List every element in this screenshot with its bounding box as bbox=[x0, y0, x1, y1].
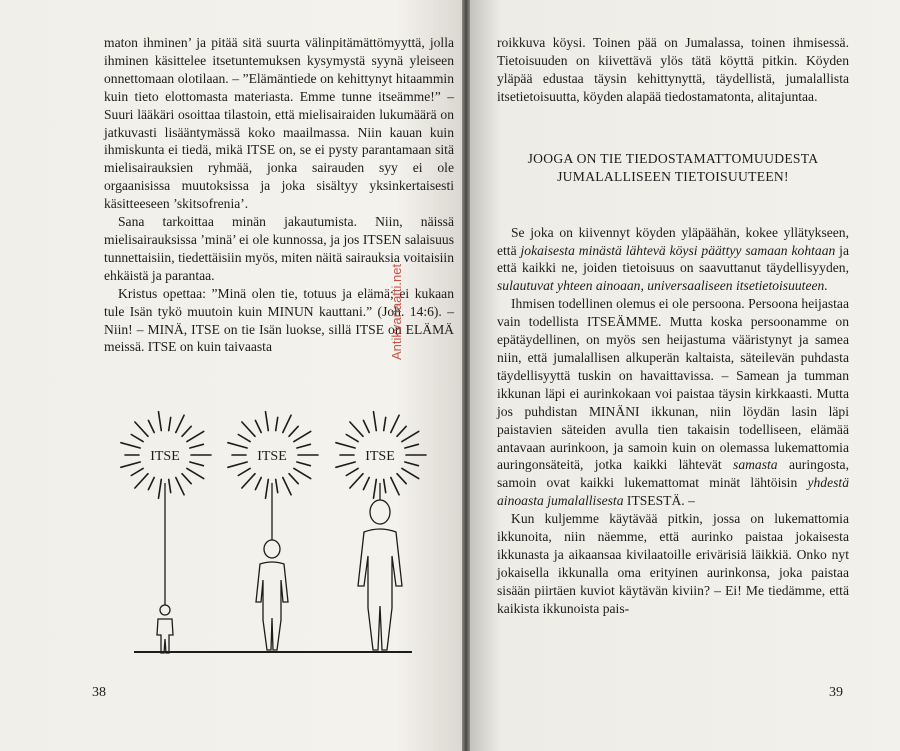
sun-ray bbox=[402, 431, 419, 441]
sun-ray bbox=[176, 478, 184, 495]
figure-label-1: ITSE bbox=[150, 449, 180, 464]
sun-ray bbox=[159, 479, 162, 498]
small-human-figure bbox=[157, 605, 173, 653]
figure-label-3: ITSE bbox=[365, 449, 395, 464]
sun-ray bbox=[294, 468, 311, 478]
sun-ray bbox=[397, 474, 406, 484]
p2-italic-2: sulautuvat yhteen ainoaan, universaaliseen itsetietoisuuteen. bbox=[497, 278, 828, 294]
sun-ray bbox=[350, 422, 363, 436]
right-paragraph-3 bbox=[497, 295, 849, 510]
sun-ray bbox=[135, 474, 148, 488]
sun-ray bbox=[397, 426, 406, 436]
right-paragraph-2 bbox=[497, 224, 849, 296]
left-paragraph-2: Sana tarkoittaa minän jakautumista. Niin, näissä mielisairauksissa ’minä’ ei ole kunnossa, ja jos ITSEN salaisuus tunnettaisiin, tiedettäisiin myös, miten näitä sairauksia voitaisiin ehkäistä ja parantaa. bbox=[104, 214, 454, 283]
page-number-left: 38 bbox=[92, 685, 106, 700]
p2-text-b: ja että kaikki ne, joiden tietoisuus on saavuttanut täydellisyyden, bbox=[497, 242, 849, 276]
sun-ray bbox=[294, 431, 311, 441]
book-spine bbox=[462, 0, 470, 751]
sun-ray bbox=[391, 478, 399, 495]
section-heading-line-2: JUMALALLISEEN TIETOISUUTEEN! bbox=[557, 168, 789, 184]
right-paragraph-4: Kun kuljemme käytävää pitkin, jossa on lukemattomia ikkunoita, niin näemme, että aurinko paistaa jokaisesta ikkunasta ja aikaansaa kivilaatoille erivärisiä läikkiä. Onko nyt jokaisella ikkunalla oma erityinen aurinkonsa, joka paistaa sisään piirtäen kuviot käytävän kiviin? – Ei! Me tiedämme, että kaikista ikkunoista pais- bbox=[497, 511, 849, 616]
sun-ray bbox=[187, 468, 204, 478]
sun-ray bbox=[182, 474, 191, 484]
sun-ray bbox=[228, 443, 247, 448]
sun-ray bbox=[228, 462, 247, 467]
sun-ray bbox=[297, 444, 311, 448]
sun-ray bbox=[148, 420, 154, 432]
sun-ray bbox=[346, 468, 358, 475]
sun-ray bbox=[363, 478, 369, 490]
p3-text-a: Ihmisen todellinen olemus ei ole persoona. Persoona heijastaa vain todellista ITSEÄMME. Mutta koska persoonamme on epätäydellinen, on myös sen heijastuma vääristynyt ja samea niin, että jumalallisen alkuperän kaltaista, säteilevän puhdasta täydellisyyttä tuskin on havaittavissa. – Samean ja tumman ikkunan läpi ei aurinkokaan voi paistaa täysin kirkkaasti. Mutta jos puhdistan MINÄNI ikkunan, niin löydän lasin läpi paistavien säteiden avulla tien takaisin todelliseen, elämää antavaan aurinkoon, ja samoin kuin on olemassa lukemattomia auringonsäteitä, jotka kaikki lähtevät bbox=[497, 296, 849, 473]
sun-ray bbox=[297, 462, 311, 466]
sun-ray bbox=[266, 479, 269, 498]
sun-ray bbox=[238, 435, 250, 442]
sun-ray bbox=[255, 478, 261, 490]
sun-ray bbox=[135, 422, 148, 436]
sun-ray bbox=[255, 420, 261, 432]
sun-ray bbox=[374, 479, 377, 498]
medium-human-figure bbox=[256, 540, 288, 650]
sun-ray bbox=[336, 443, 355, 448]
sun-ray bbox=[238, 468, 250, 475]
left-paragraph-3: Kristus opettaa: ”Minä olen tie, totuus ja elämä; ei kukaan tule Isän tykö muutoin kuin MINUN kauttani.” (Joh. 14:6). – Niin! – MINÄ, ITSE on tie Isän luokse, sillä ITSE on ELÄMÄ meissä. ITSE on kuin taivaasta bbox=[104, 285, 454, 355]
sun-ray bbox=[190, 444, 204, 448]
sun-ray bbox=[182, 426, 191, 436]
p2-italic-1: jokaisesta minästä lähtevä köysi päättyy samaan kohtaan bbox=[520, 242, 836, 258]
right-text-column bbox=[497, 34, 849, 618]
sun-ray bbox=[384, 479, 386, 492]
sun-ray bbox=[384, 417, 386, 430]
sun-ray bbox=[121, 443, 140, 448]
sun-ray bbox=[289, 426, 298, 436]
watermark: Antikvariaatti.net bbox=[389, 263, 404, 360]
three-figures-illustration bbox=[112, 400, 442, 670]
figure-label-2: ITSE bbox=[257, 449, 287, 464]
sun-ray bbox=[276, 417, 278, 430]
sun-ray bbox=[187, 431, 204, 441]
sun-ray bbox=[242, 474, 255, 488]
sun-ray bbox=[131, 468, 143, 475]
sun-ray bbox=[169, 417, 171, 430]
sun-ray bbox=[283, 478, 291, 495]
p3-italic-2: yhdestä ainoasta jumalallisesta bbox=[497, 475, 849, 509]
sun-ray bbox=[336, 462, 355, 467]
sun-ray bbox=[121, 462, 140, 467]
sun-ray bbox=[176, 415, 184, 432]
sun-ray bbox=[391, 415, 399, 432]
sun-ray bbox=[289, 474, 298, 484]
large-human-figure bbox=[358, 500, 402, 650]
page-number-right: 39 bbox=[829, 685, 843, 700]
sun-ray bbox=[405, 462, 419, 466]
sun-ray bbox=[374, 412, 377, 431]
sun-ray bbox=[402, 468, 419, 478]
p3-italic-1: samasta bbox=[733, 457, 778, 473]
sun-ray bbox=[169, 479, 171, 492]
sun-ray bbox=[276, 479, 278, 492]
p3-text-c: ITSESTÄ. – bbox=[623, 493, 695, 509]
sun-ray bbox=[283, 415, 291, 432]
sun-ray bbox=[346, 435, 358, 442]
p3-text-b: auringosta, samoin ovat kaikki lukemattomat minät lähtöisin bbox=[497, 457, 849, 491]
p2-text-a: Se joka on kiivennyt köyden yläpäähän, kokee yllätykseen, että bbox=[497, 224, 849, 258]
section-heading-line-1: JOOGA ON TIE TIEDOSTAMATTOMUUDESTA bbox=[527, 150, 819, 166]
sun-ray bbox=[148, 478, 154, 490]
sun-ray bbox=[363, 420, 369, 432]
sun-ray bbox=[131, 435, 143, 442]
right-paragraph-1: roikkuva köysi. Toinen pää on Jumalassa, toinen ihmisessä. Tietoisuuden on kiivettävä ylös tätä köyttä pitkin. Köyden yläpää edustaa täysin kehittynyttä, täydellistä, jumalallista itsetietoisuutta, köyden alapää tiedostamatonta, alitajuntaa. bbox=[497, 35, 849, 104]
sun-ray bbox=[350, 474, 363, 488]
sun-ray bbox=[405, 444, 419, 448]
section-heading bbox=[497, 150, 849, 186]
sun-ray bbox=[190, 462, 204, 466]
sun-ray bbox=[159, 412, 162, 431]
sun-ray bbox=[266, 412, 269, 431]
left-paragraph-1: maton ihminen’ ja pitää sitä suurta välinpitämättömyyttä, jolla ihminen käsittelee itsetuntemuksen kysymystä syynä yleiseen onnettomaan olotilaan. – ”Elämäntiede on kehittynyt hitaammin kuin tieto elottomasta materiasta. Emme tunne itseämme!” – Suuri lääkäri osoittaa tilastoin, että mielisairaiden lukumäärä on jatkuvasti lisääntymässä koko maailmassa. Niin kauan kuin ihmiskunta ei tiedä, mikä ITSE on, se ei pysty parantamaan sitä mielisairauksien ryhmää, jonka sairauden syy ei ole orgaanisissa muutoksissa ja joka sisältyy yksinkertaisesti käsitteeseen ’skitsofrenia’. bbox=[104, 35, 454, 212]
sun-ray bbox=[242, 422, 255, 436]
